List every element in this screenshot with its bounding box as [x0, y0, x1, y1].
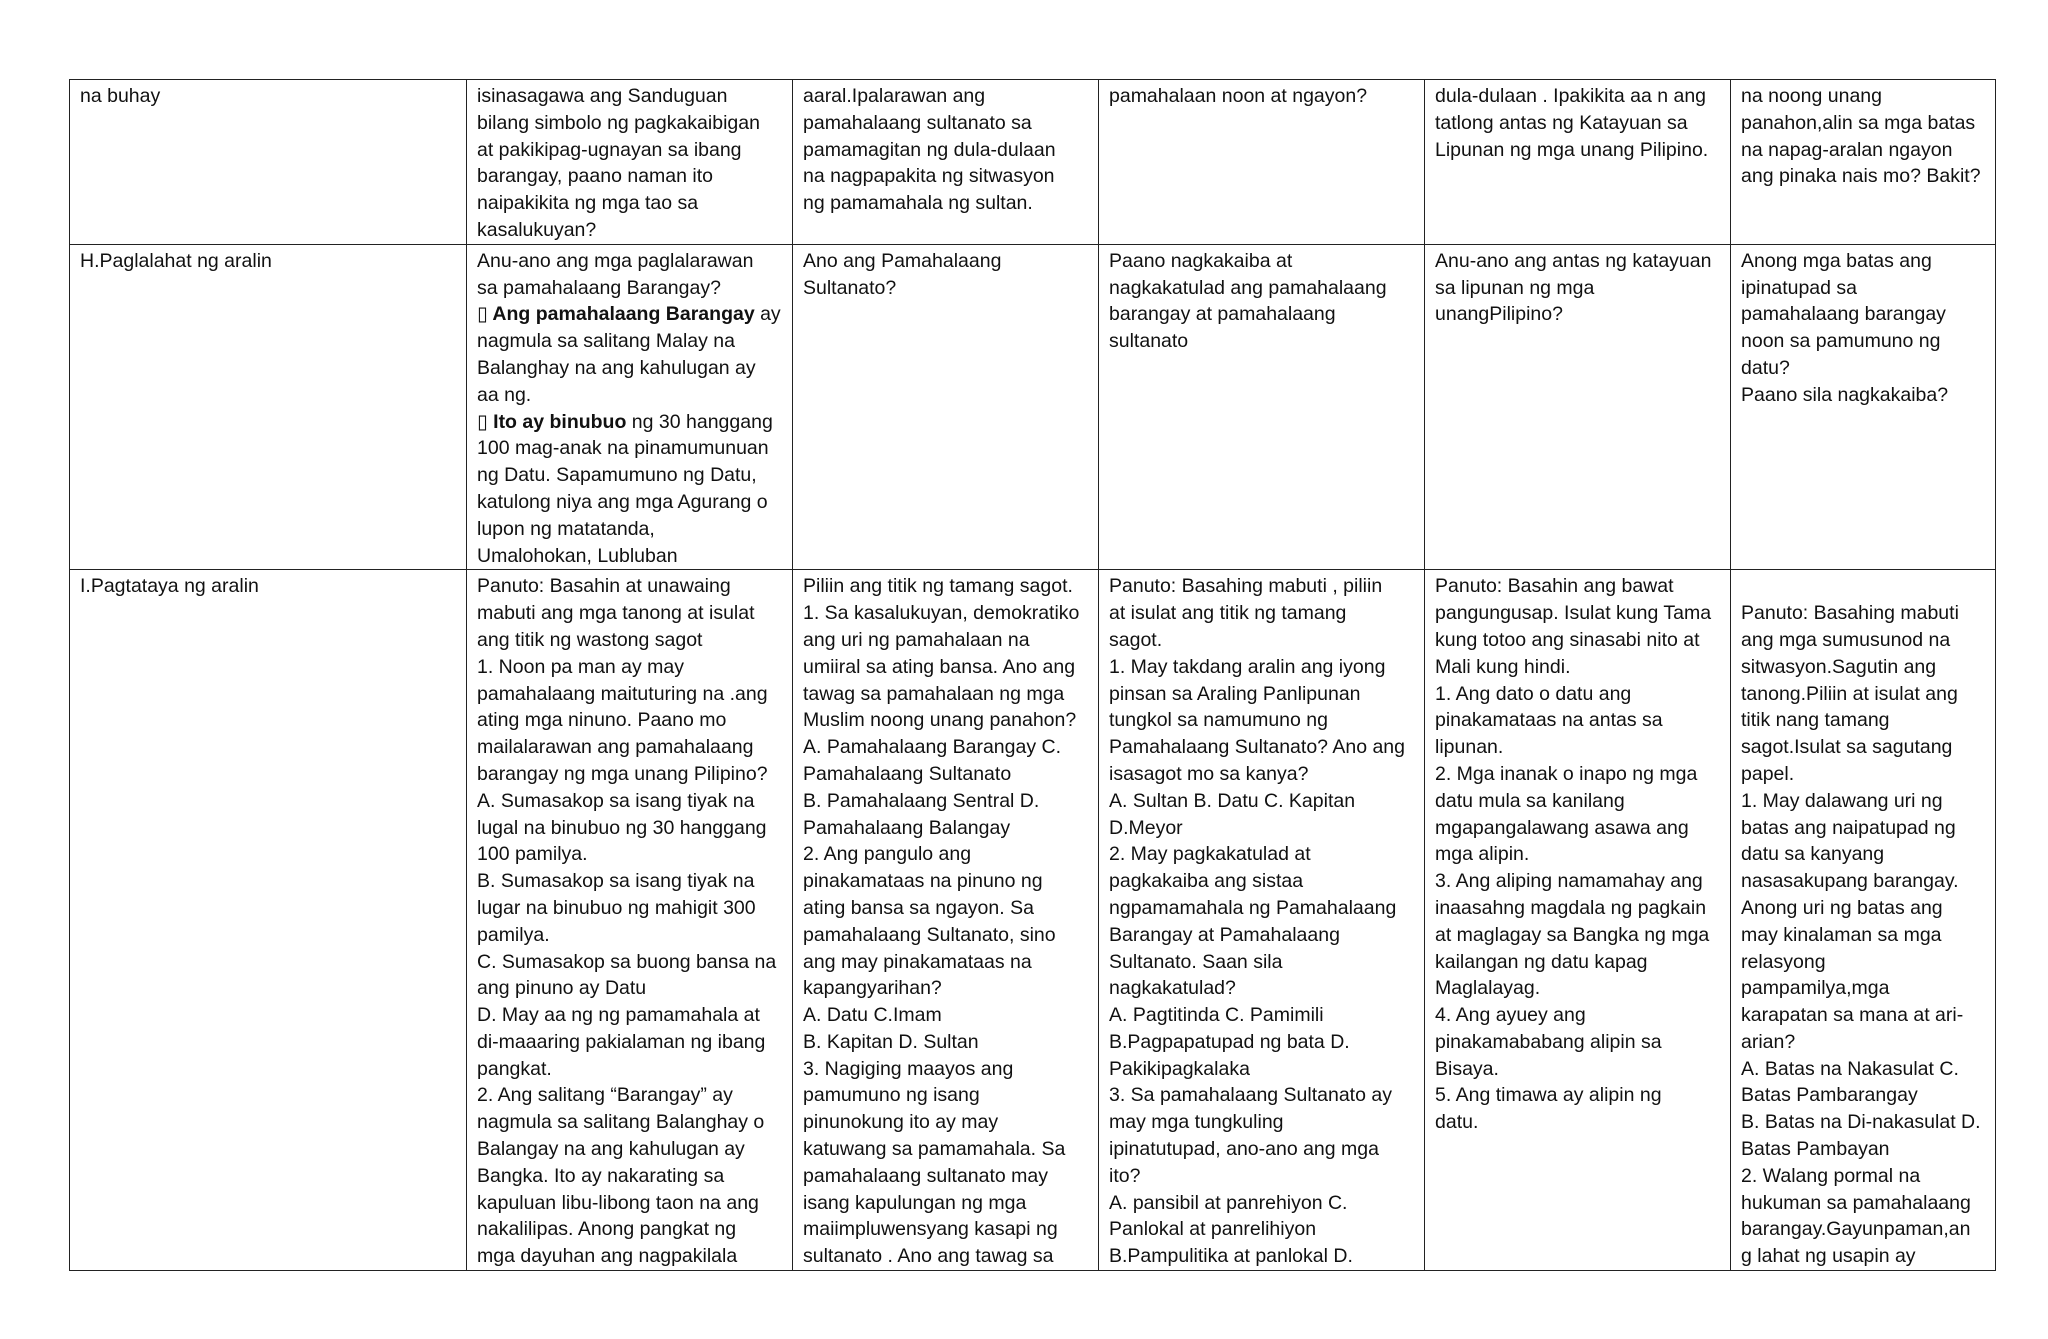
table-cell: isinasagawa ang Sanduguan bilang simbolo ng pagkakaibigan at pakikipag-ugnayan sa ibang barangay, paano naman ito naipakikita ng mga tao sa kasalukuyan?: [467, 80, 793, 245]
table-cell: pamahalaan noon at ngayon?: [1099, 80, 1425, 245]
table-cell: Panuto: Basahing mabuti , piliin at isulat ang titik ng tamang sagot. 1. May takdang aralin ang iyong pinsan sa Araling Panlipunan tungkol sa namumuno ng Pamahalaang Sultanato? Ano ang isasagot mo sa kanya? A. Sultan B. Datu C. Kapitan D.Meyor 2. May pagkakatulad at pagkakaiba ang sistaa ngpamamahala ng Pamahalaang Barangay at Pamahalaang Sultanato. Saan sila nagkakatulad? A. Pagtitinda C. Pamimili B.Pagpapatupad ng bata D. Pakikipagkalaka 3. Sa pamahalaang Sultanato ay may mga tungkuling ipinatutupad, ano-ano ang mga ito? A. pansibil at panrehiyon C. Panlokal at panrelihiyon B.Pampulitika at panlokal D.: [1099, 570, 1425, 1271]
bullet-lead: ▯ Ang pamahalaang Barangay: [477, 303, 755, 326]
row-label: na buhay: [70, 80, 467, 245]
table-cell: Panuto: Basahin at unawaing mabuti ang mga tanong at isulat ang titik ng wastong sagot 1. Noon pa man ay may pamahalaang maituturing na .ang ating mga ninuno. Paano mo mailalarawan ang pamahalaang barangay ng mga unang Pilipino? A. Sumasakop sa isang tiyak na lugal na binubuo ng 30 hanggang 100 pamilya. B. Sumasakop sa isang tiyak na lugar na binubuo ng mahigit 300 pamilya. C. Sumasakop sa buong bansa na ang pinuno ay Datu D. May aa ng ng pamamahala at di-maaaring pakialaman ng ibang pangkat. 2. Ang salitang “Barangay” ay nagmula sa salitang Balanghay o Balangay na ang kahulugan ay Bangka. Ito ay nakarating sa kapuluan libu-libong taon na ang nakalilipas. Anong pangkat ng mga dayuhan ang nagpakilala: [467, 570, 793, 1271]
table-cell: na noong unang panahon,alin sa mga batas na napag-aralan ngayon ang pinaka nais mo? Bakit?: [1731, 80, 1996, 245]
table-cell: dula-dulaan . Ipakikita aa n ang tatlong antas ng Katayuan sa Lipunan ng mga unang Pilipino.: [1425, 80, 1731, 245]
table-row: [70, 80, 1996, 245]
row-label: I.Pagtataya ng aralin: [70, 570, 467, 1271]
cell-intro: Anu-ano ang mga paglalarawan sa pamahalaang Barangay?: [477, 249, 754, 299]
table-cell: Paano nagkakaiba at nagkakatulad ang pamahalaang barangay at pamahalaang sultanato: [1099, 244, 1425, 570]
table-cell: [467, 244, 793, 570]
table-cell: aaral.Ipalarawan ang pamahalaang sultanato sa pamamagitan ng dula-dulaan na nagpapakita ng sitwasyon ng pamamahala ng sultan.: [793, 80, 1099, 245]
table-cell: Panuto: Basahing mabuti ang mga sumusunod na sitwasyon.Sagutin ang tanong.Piliin at isulat ang titik nang tamang sagot.Isulat sa sagutang papel. 1. May dalawang uri ng batas ang naipatupad ng datu sa kanyang nasasakupang barangay. Anong uri ng batas ang may kinalaman sa mga relasyong pampamilya,mga karapatan sa mana at ari- arian? A. Batas na Nakasulat C. Batas Pambarangay B. Batas na Di-nakasulat D. Batas Pambayan 2. Walang pormal na hukuman sa pamahalaang barangay.Gayunpaman,an g lahat ng usapin ay: [1731, 570, 1996, 1271]
table-cell: Anu-ano ang antas ng katayuan sa lipunan ng mga unangPilipino?: [1425, 244, 1731, 570]
table-row: [70, 570, 1996, 1271]
table-row: [70, 244, 1996, 570]
table-cell: Ano ang Pamahalaang Sultanato?: [793, 244, 1099, 570]
table-cell: Piliin ang titik ng tamang sagot. 1. Sa kasalukuyan, demokratiko ang uri ng pamahalaan na umiiral sa ating bansa. Ano ang tawag sa pamahalaan ng mga Muslim noong unang panahon? A. Pamahalaang Barangay C. Pamahalaang Sultanato B. Pamahalaang Sentral D. Pamahalaang Balangay 2. Ang pangulo ang pinakamataas na pinuno ng ating bansa sa ngayon. Sa pamahalaang Sultanato, sino ang may pinakamataas na kapangyarihan? A. Datu C.Imam B. Kapitan D. Sultan 3. Nagiging maayos ang pamumuno ng isang pinunokung ito ay may katuwang sa pamamahala. Sa pamahalaang sultanato may isang kapulungan ng mga maiimpluwensyang kasapi ng sultanato . Ano ang tawag sa: [793, 570, 1099, 1271]
bullet-lead: ▯ Ito ay binubuo: [477, 410, 627, 433]
bullet-text: ay nagmula sa salitang Malay na Balanghay na ang kahulugan ay aa ng.: [477, 303, 781, 406]
table-cell: Panuto: Basahin ang bawat pangungusap. Isulat kung Tama kung totoo ang sinasabi nito at Mali kung hindi. 1. Ang dato o datu ang pinakamataas na antas sa lipunan. 2. Mga inanak o inapo ng mga datu mula sa kanilang mgapangalawang asawa ang mga alipin. 3. Ang aliping namamahay ang inaasahng magdala ng pagkain at maglagay sa Bangka ng mga kailangan ng datu kapag Maglalayag. 4. Ang ayuey ang pinakamababang alipin sa Bisaya. 5. Ang timawa ay alipin ng datu.: [1425, 570, 1731, 1271]
bullet-item: [477, 301, 782, 408]
lesson-plan-table: [69, 79, 1996, 1271]
bullet-text: ng 30 hanggang 100 mag-anak na pinamumunuan ng Datu. Sapamumuno ng Datu, katulong niya ang mga Agurang o lupon ng matatanda, Umalohokan, Lubluban: [477, 410, 773, 567]
row-label: H.Paglalahat ng aralin: [70, 244, 467, 570]
bullet-item: [477, 409, 782, 570]
table-cell: Anong mga batas ang ipinatupad sa pamahalaang barangay noon sa pamumuno ng datu? Paano sila nagkakaiba?: [1731, 244, 1996, 570]
